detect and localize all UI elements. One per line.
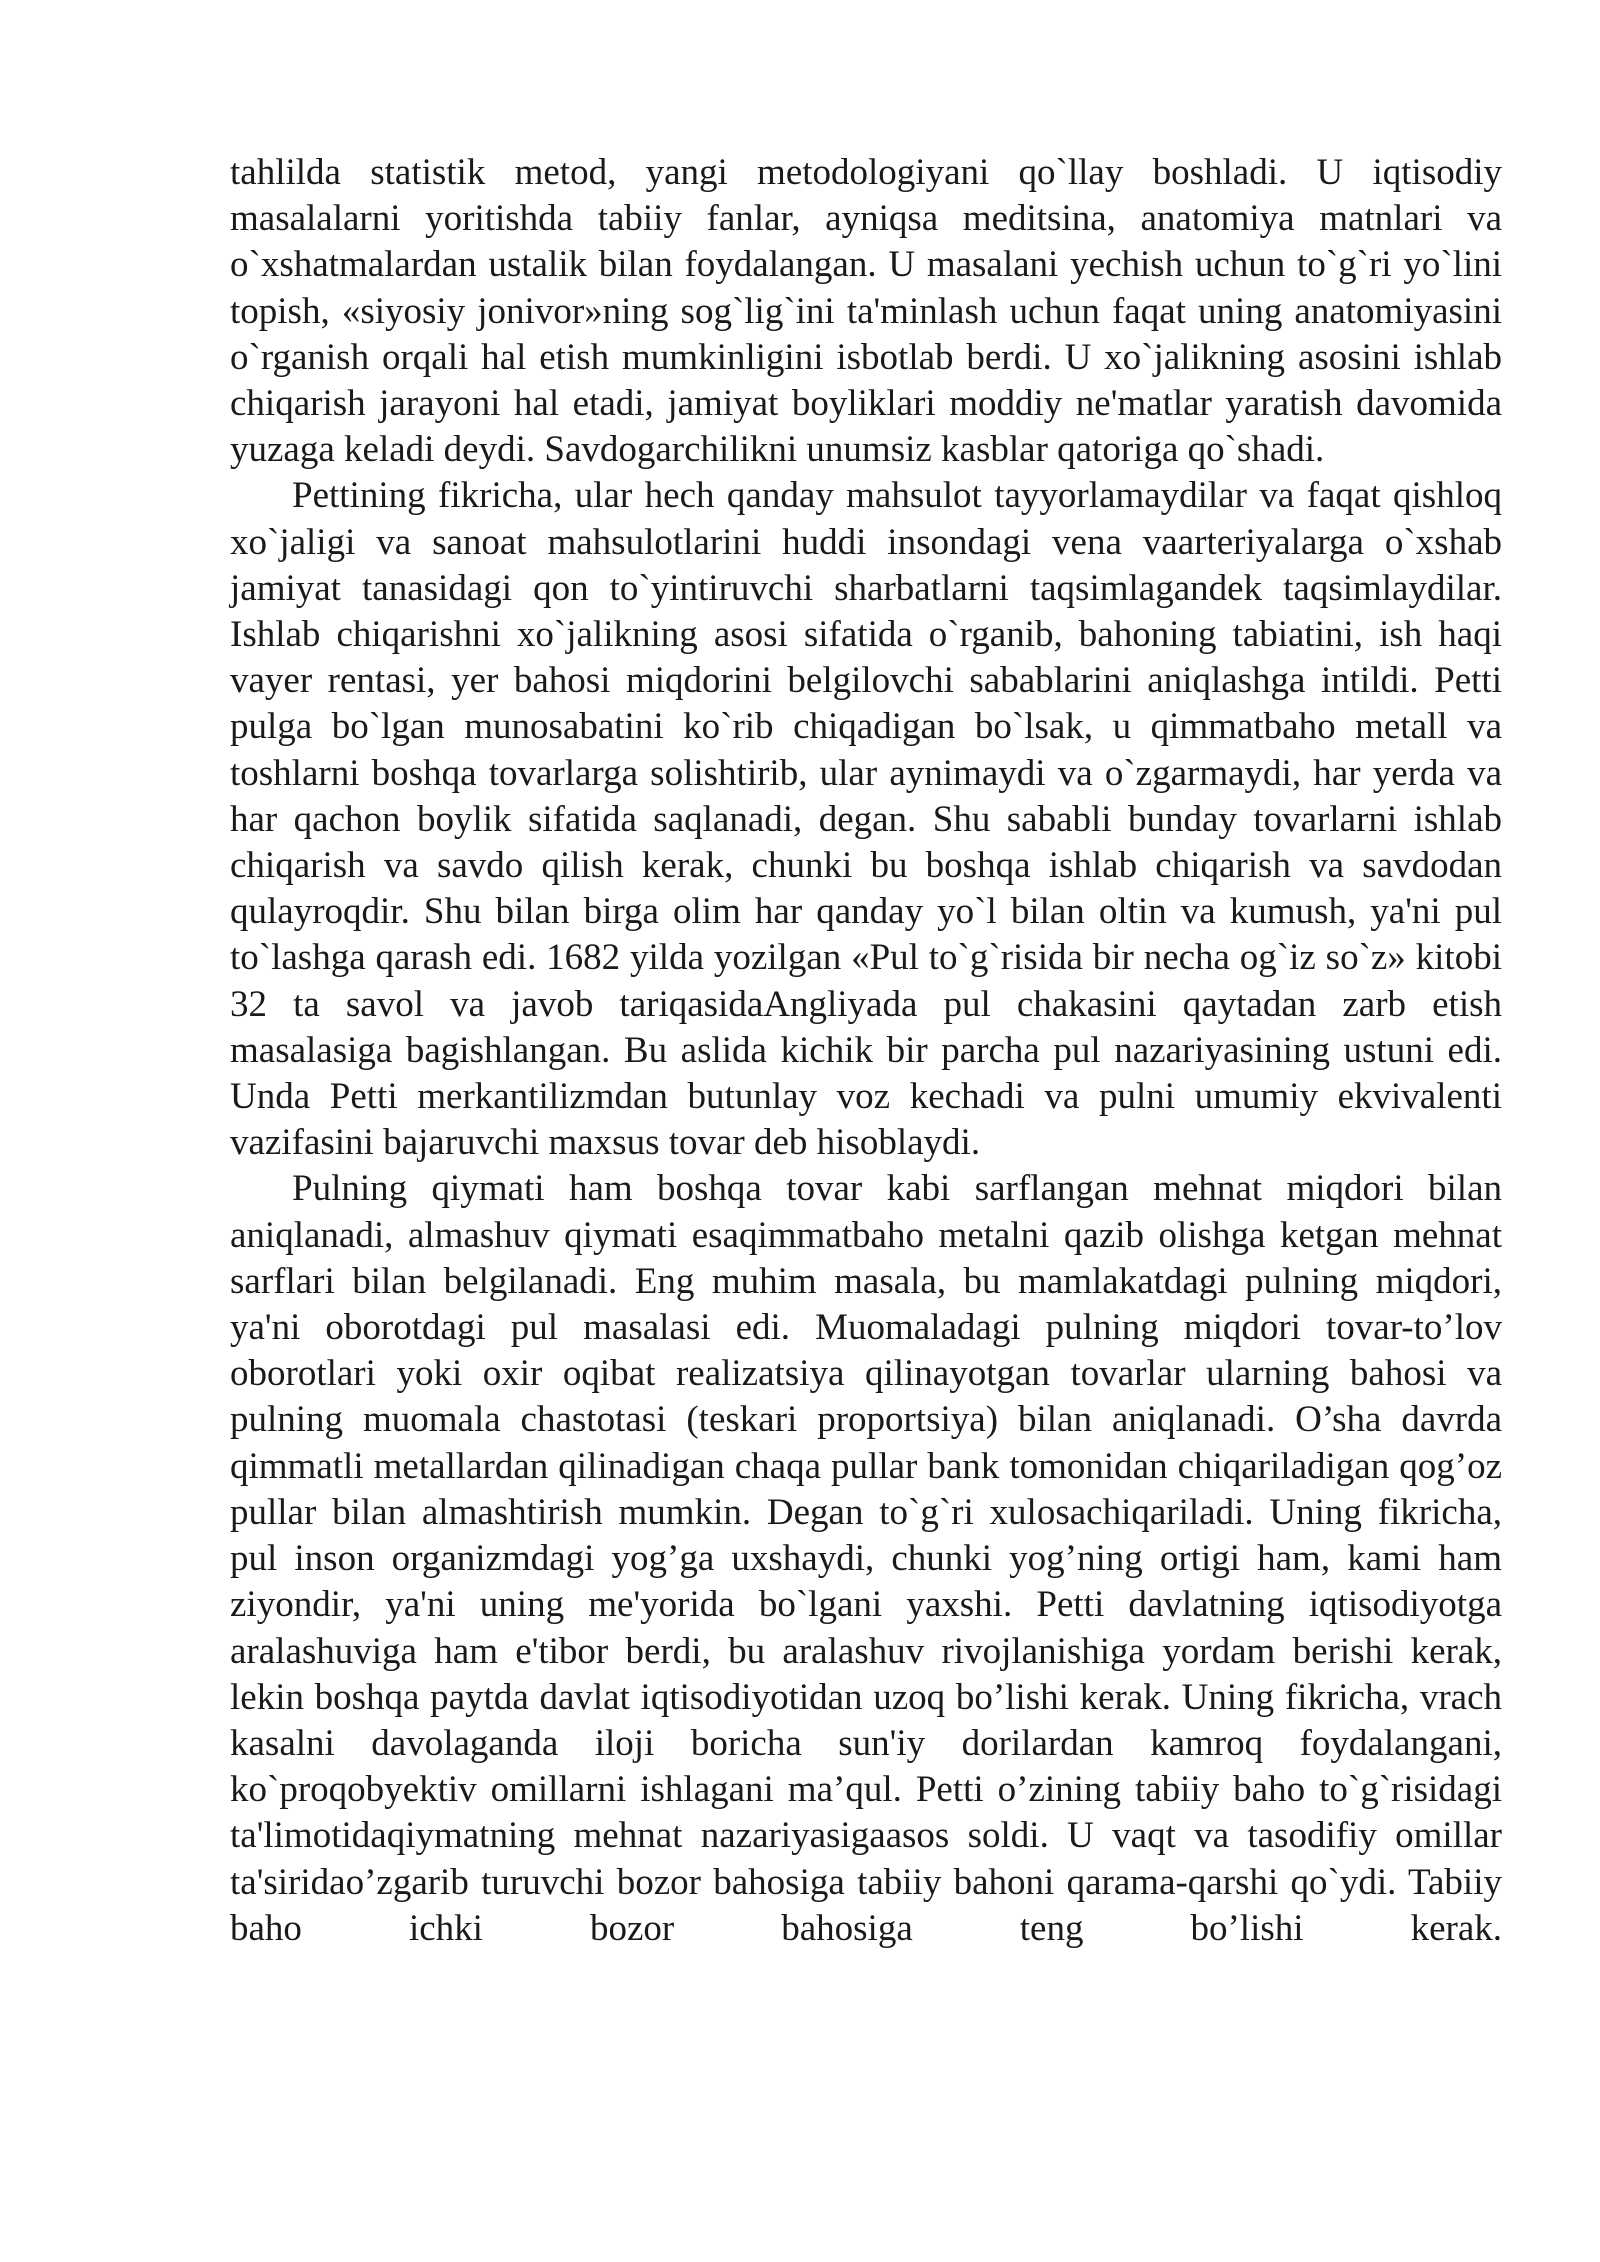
paragraph-1: tahlilda statistik metod, yangi metodologiyani qo`llay boshladi. U iqtisodiy masalalarni yoritishda tabiiy fanlar, ayniqsa meditsina, anatomiya matnlari va o`xshatmalardan ustalik bilan foydalangan. U masalani yechish uchun to`g`ri yo`lini topish, «siyosiy jonivor»ning sog`lig`ini ta'minlash uchun faqat uning anatomiyasini o`rganish orqali hal etish mumkinligini isbotlab berdi. U xo`jalikning asosini ishlab chiqarish jarayoni hal etadi, jamiyat boyliklari moddiy ne'matlar yaratish davomida yuzaga keladi deydi. Savdogarchilikni unumsiz kasblar qatoriga qo`shadi. <box>230 152 1502 471</box>
document-page <box>230 150 1502 1952</box>
paragraph-3: Pulning qiymati ham boshqa tovar kabi sarflangan mehnat miqdori bilan aniqlanadi, almashuv qiymati esaqimmatbaho metalni qazib olishga ketgan mehnat sarflari bilan belgilanadi. Eng muhim masala, bu mamlakatdagi pulning miqdori, ya'ni oborotdagi pul masalasi edi. Muomaladagi pulning miqdori tovar-to’lov oborotlari yoki oxir oqibat realizatsiya qilinayotgan tovarlar ularning bahosi va pulning muomala chastotasi (teskari proportsiya) bilan aniqlanadi. O’sha davrda qimmatli metallardan qilinadigan chaqa pullar bank tomonidan chiqariladigan qog’oz pullar bilan almashtirish mumkin. Degan to`g`ri xulosachiqariladi. Uning fikricha, pul inson organizmdagi yog’ga uxshaydi, chunki yog’ning ortigi ham, kami ham ziyondir, ya'ni uning me'yorida bo`lgani yaxshi. Petti davlatning iqtisodiyotga aralashuviga ham e'tibor berdi, bu aralashuv rivojlanishiga yordam berishi kerak, lekin boshqa paytda davlat iqtisodiyotidan uzoq bo’lishi kerak. Uning fikricha, vrach kasalni davolaganda iloji boricha sun'iy dorilardan kamroq foydalangani, ko`proqobyektiv omillarni ishlagani ma’qul. Petti o’zining tabiiy baho to`g`risidagi ta'limotidaqiymatning mehnat nazariyasigaasos soldi. U vaqt va tasodifiy omillar ta'siridao’zgarib turuvchi bozor bahosiga tabiiy bahoni qarama-qarshi qo`ydi. Tabiiy baho ichki bozor bahosiga teng bo’lishi kerak. <box>230 1168 1502 1949</box>
paragraph-2: Pettining fikricha, ular hech qanday mahsulot tayyorlamaydilar va faqat qishloq xo`jaligi va sanoat mahsulotlarini huddi insondagi vena vaarteriyalarga o`xshab jamiyat tanasidagi qon to`yintiruvchi sharbatlarni taqsimlagandek taqsimlaydilar. Ishlab chiqarishni xo`jalikning asosi sifatida o`rganib, bahoning tabiatini, ish haqi vayer rentasi, yer bahosi miqdorini belgilovchi sabablarini aniqlashga intildi. Petti pulga bo`lgan munosabatini ko`rib chiqadigan bo`lsak, u qimmatbaho metall va toshlarni boshqa tovarlarga solishtirib, ular aynimaydi va o`zgarmaydi, har yerda va har qachon boylik sifatida saqlanadi, degan. Shu sababli bunday tovarlarni ishlab chiqarish va savdo qilish kerak, chunki bu boshqa ishlab chiqarish va savdodan qulayroqdir. Shu bilan birga olim har qanday yo`l bilan oltin va kumush, ya'ni pul to`lashga qarash edi. 1682 yilda yozilgan «Pul to`g`risida bir necha og`iz so`z» kitobi 32 ta savol va javob tariqasidaAngliyada pul chakasini qaytadan zarb etish masalasiga bagishlangan. Bu aslida kichik bir parcha pul nazariyasining ustuni edi. Unda Petti merkantilizmdan butunlay voz kechadi va pulni umumiy ekvivalenti vazifasini bajaruvchi maxsus tovar deb hisoblaydi. <box>230 475 1502 1164</box>
